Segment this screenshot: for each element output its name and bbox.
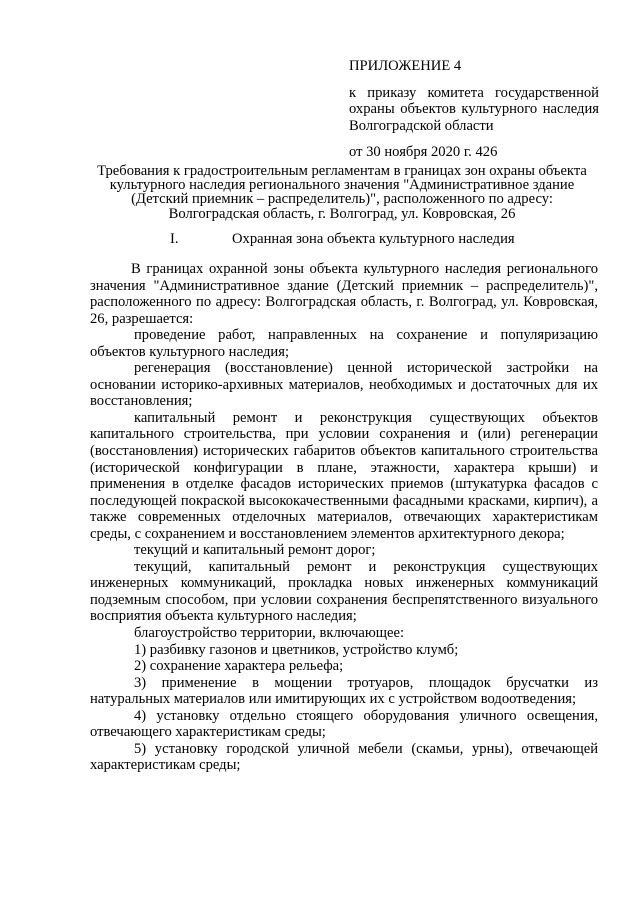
appendix-heading: ПРИЛОЖЕНИЕ 4 — [349, 58, 462, 74]
appendix-block — [349, 58, 599, 161]
section-heading — [170, 231, 590, 248]
list-item: 4) установку отдельно стоящего оборудования уличного освещения, отвечающего характеристикам среды; — [90, 707, 598, 741]
paragraph: проведение работ, направленных на сохранение и популяризацию объектов культурного наследия; — [90, 327, 598, 360]
list-item: 3) применение в мощении тротуаров, площадок брусчатки из натуральных материалов или имитирующих их с устройством водоотведения; — [90, 674, 598, 708]
paragraph: текущий, капитальный ремонт и реконструкция существующих инженерных коммуникаций, прокладка новых инженерных коммуникаций подземным способом, при условии сохранения беспрепятственного визуального восприятия объекта культурного наследия; — [90, 558, 598, 625]
list-item: 1) разбивку газонов и цветников, устройство клумб; — [134, 641, 459, 658]
list-item: 2) сохранение характера рельефа; — [134, 658, 344, 675]
paragraph: регенерация (восстановление) ценной исторической застройки на основании историко-архивных материалов, необходимых и достаточных для их восстановления; — [90, 360, 598, 410]
appendix-order-text: к приказу комитета государственной охраны объектов культурного наследия Волгоградской области — [349, 84, 599, 134]
paragraph: благоустройство территории, включающее: — [134, 625, 405, 642]
section-title: Охранная зона объекта культурного наследия — [232, 231, 515, 247]
list-item: 5) установку городской уличной мебели (скамьи, урны), отвечающей характеристикам среды; — [90, 740, 598, 774]
document-body — [90, 261, 598, 774]
paragraph: капитальный ремонт и реконструкция существующих объектов капитального строительства, при условии сохранения и (или) регенерации (восстановления) исторических габаритов объектов капитального строительства (исторической конфигурации в плане, этажности, характера крыши) и применения в отделке фасадов исторических приемов (штукатурка фасадов с последующей покраской высококачественными фасадными красками, кирпич), а также современных отделочных материалов, отвечающих характеристикам среды, с сохранением и восстановлением элементов архитектурного декора; — [90, 409, 598, 542]
section-number: I. — [170, 231, 179, 247]
document-title: Требования к градостроительным регламентам в границах зон охраны объекта культурного наследия регионального значения "Административное здание (Детский приемник – распределитель)", расположенного по адресу: Волгоградская область, г. Волгоград, ул. Ковровская, 26 — [97, 163, 587, 222]
paragraph: текущий и капитальный ремонт дорог; — [134, 542, 376, 559]
paragraph: В границах охранной зоны объекта культурного наследия регионального значения "Административное здание (Детский приемник – распределитель)", расположенного по адресу: Волгоградская область, г. Волгоград, ул. Ковровская, 26, разрешается: — [90, 261, 598, 327]
appendix-date-line: от 30 ноября 2020 г. 426 — [349, 144, 498, 161]
